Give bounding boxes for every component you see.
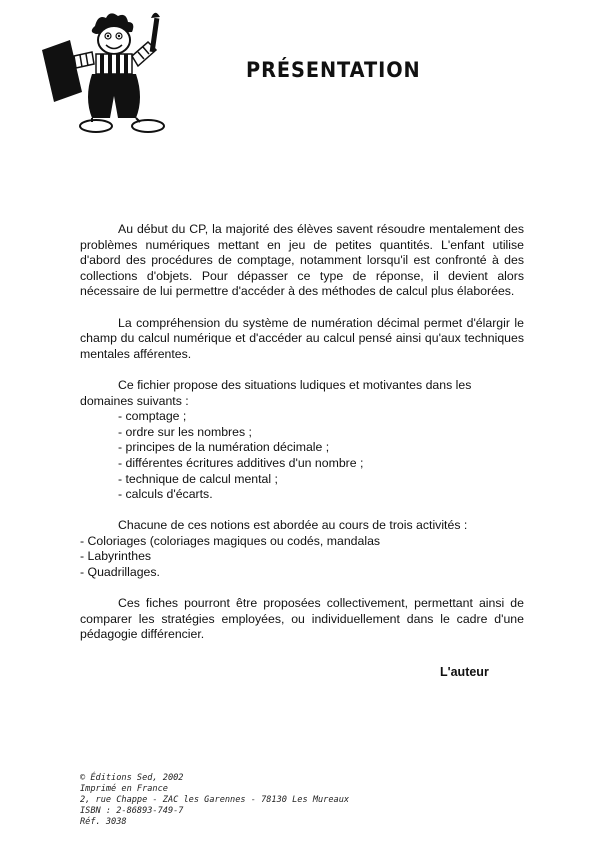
paragraph-domains: Ce fichier propose des situations ludiques et motivantes dans les domaines suivants : [80, 377, 472, 408]
paragraph-activities: Chacune de ces notions est abordée au cours de trois activités : [118, 518, 468, 533]
list-item: - ordre sur les nombres ; [118, 424, 252, 439]
list-item: - comptage ; [118, 409, 187, 424]
copyright-line: © Éditions Sed, 2002 [80, 773, 184, 783]
isbn-line: ISBN : 2-86893-749-7 [80, 806, 184, 816]
printed-in-line: Imprimé en France [80, 784, 168, 794]
paragraph-numeration: La compréhension du système de numération décimal permet d'élargir le champ du calcul numérique et d'accéder au calcul pensé ainsi qu'aux techniques mentales afférentes. [80, 315, 524, 361]
list-item: - principes de la numération décimale ; [118, 440, 330, 455]
child-painter-illustration [40, 12, 175, 137]
list-item: - technique de calcul mental ; [118, 471, 278, 486]
board-icon [42, 40, 82, 102]
paintbrush-icon [150, 13, 160, 53]
presentation-body [80, 222, 524, 659]
face [98, 26, 130, 54]
left-shoe [80, 120, 112, 132]
domains-list [80, 409, 524, 503]
left-arm [74, 52, 94, 68]
publisher-imprint [80, 773, 349, 828]
striped-shirt [96, 54, 132, 74]
list-item: - Quadrillages. [80, 565, 160, 580]
paragraph-intro: Au début du CP, la majorité des élèves savent résoudre mentalement des problèmes numériques mettant en jeu de petites quantités. L'enfant utilise d'abord des procédures de comptage, notamment lorsqu'il est confronté à des collections d'objets. Pour dépasser ce type de réponse, il devient alors nécessaire de lui permettre d'accéder à des méthodes de calcul plus élaborées. [80, 222, 524, 299]
page-title: PRÉSENTATION [246, 58, 421, 82]
list-item: - Labyrinthes [80, 549, 152, 564]
activities-list [80, 534, 524, 581]
list-item: - différentes écritures additives d'un nombre ; [118, 455, 364, 470]
reference-line: Réf. 3038 [80, 817, 127, 827]
paragraph-conclusion: Ces fiches pourront être proposées collectivement, permettant ainsi de comparer les stratégies employées, ou individuellement dans le cadre d'une pédagogie différencier. [80, 596, 524, 642]
pants [88, 74, 140, 118]
list-item: - calculs d'écarts. [118, 487, 213, 502]
author-signature: L'auteur [440, 665, 489, 679]
address-line: 2, rue Chappe - ZAC les Garennes - 78130 Les Mureaux [80, 795, 350, 805]
right-shoe [132, 120, 164, 132]
list-item: - Coloriages (coloriages magiques ou codés, mandalas [80, 533, 381, 548]
